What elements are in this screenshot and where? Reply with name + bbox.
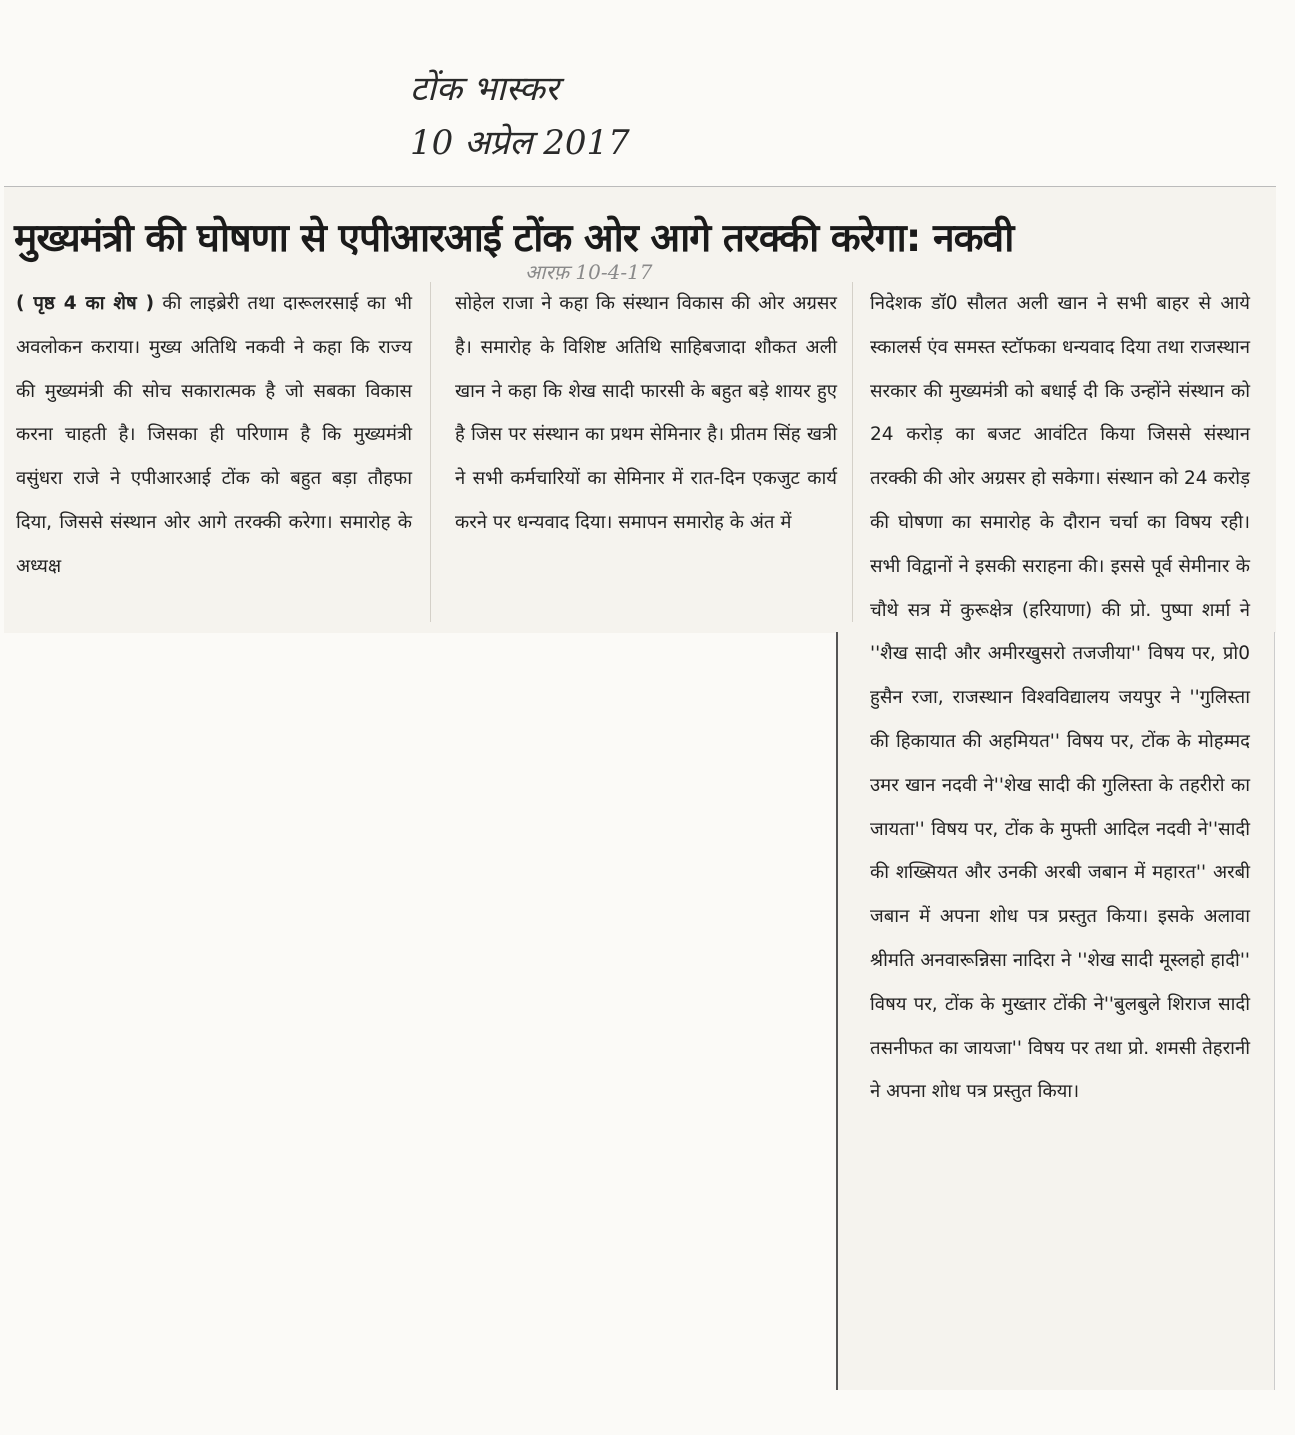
annotation-date: 10 अप्रेल 2017 (410, 123, 630, 163)
column-2-text: सोहेल राजा ने कहा कि संस्थान विकास की ओर अग्रसर है। समारोह के विशिष्ट अतिथि साहिबजादा शौकत अली खान ने कहा कि शेख सादी फारसी के बहुत बड़े शायर हुए है जिस पर संस्थान का प्रथम सेमिनार है। प्रीतम सिंह खत्री ने सभी कर्मचारियों का सेमिनार में रात-दिन एकजुट कार्य करने पर धन्यवाद दिया। समापन समारोह के अंत में (455, 293, 837, 533)
column-1-text: की लाइब्रेरी तथा दारूलरसाई का भी अवलोकन कराया। मुख्य अतिथि नकवी ने कहा कि राज्य की मुख्यमंत्री की सोच सकारात्मक है जो सबका विकास करना चाहती है। जिसका ही परिणाम है कि मुख्यमंत्री वसुंधरा राजे ने एपीआरआई टोंक को बहुत बड़ा तौहफा दिया, जिससे संस्थान ओर आगे तरक्की करेगा। समारोह के अध्यक्ष (16, 293, 412, 577)
archive-stamp: आरफ़ 10-4-17 (525, 260, 653, 284)
column-divider (430, 282, 431, 622)
article-column-2 (455, 282, 837, 545)
column-divider (852, 282, 853, 622)
continuation-note: ( पृष्ठ 4 का शेष ) (16, 293, 155, 314)
column-3-text: निदेशक डॉ0 सौलत अली खान ने सभी बाहर से आये स्कालर्स एंव समस्त स्टॉफका धन्यवाद दिया तथा राजस्थान सरकार की मुख्यमंत्री को बधाई दी कि उन्होंने संस्थान को 24 करोड़ का बजट आवंटित किया जिससे संस्थान तरक्की की ओर अग्रसर हो सकेगा। संस्थान को 24 करोड़ की घोषणा का समारोह के दौरान चर्चा का विषय रही। सभी विद्वानों ने इसकी सराहना की। इससे पूर्व सेमीनार के चौथे सत्र में कुरूक्षेत्र (हरियाणा) की प्रो. पुष्पा शर्मा ने ''शैख सादी और अमीरखुसरो तजजीया'' विषय पर, प्रो0 हुसैन रजा, राजस्थान विश्वविद्यालय जयपुर ने ''गुलिस्ता की हिकायात की अहमियत'' विषय पर, टोंक के मोहम्मद उमर खान नदवी ने''शेख सादी की गुलिस्ता के तहरीरो का जायता'' विषय पर, टोंक के मुफ्ती आदिल नदवी ने''सादी की शख्सियत और उनकी अरबी जबान में महारत'' अरबी जबान में अपना शोध पत्र प्रस्तुत किया। इसके अलावा श्रीमति अनवारून्निसा नादिरा ने ''शेख सादी मूस्लहो हादी'' विषय पर, टोंक के मुख्तार टोंकी ने''बुलबुले शिराज सादी तसनीफत का जायजा'' विषय पर तथा प्रो. शमसी तेहरानी ने अपना शोध पत्र प्रस्तुत किया। (870, 293, 1250, 1103)
handwritten-annotation (410, 62, 710, 170)
annotation-newspaper-name: टोंक भास्कर (410, 69, 559, 109)
article-headline: मुख्यमंत्री की घोषणा से एपीआरआई टोंक ओर आगे तरक्की करेगा: नकवी (14, 216, 1014, 261)
article-column-3 (870, 282, 1250, 1114)
article-column-1 (16, 282, 412, 589)
